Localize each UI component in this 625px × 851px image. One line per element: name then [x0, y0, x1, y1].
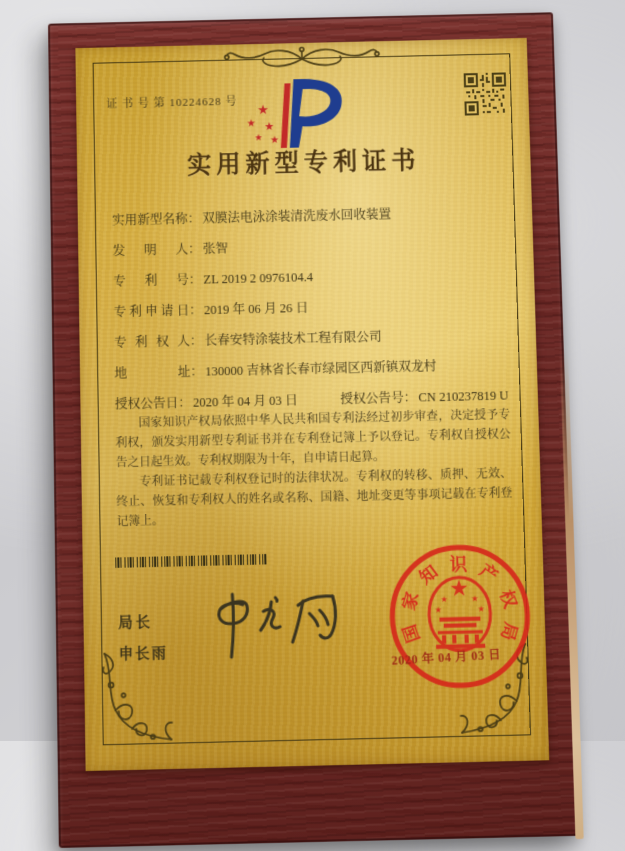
commissioner-title: 局长: [118, 615, 154, 632]
legal-text: [115, 406, 513, 533]
official-red-seal: [384, 540, 535, 694]
seal-ring-char: 家: [399, 589, 423, 613]
seal-ring-char: 产: [476, 560, 502, 587]
field-colon: ：: [187, 211, 201, 227]
logo-star: ★: [246, 118, 256, 130]
national-emblem-icon: [421, 569, 499, 656]
grant-number-label: 授权公告号: [340, 390, 404, 407]
emblem-star: ★: [440, 594, 448, 604]
certificate-title: 实用新型专利证书: [186, 147, 421, 180]
seal-ring-char: 国: [399, 621, 424, 646]
emblem-star: ★: [477, 603, 485, 614]
field-value: 张智: [202, 241, 229, 257]
field-label: 专利权人: [113, 333, 191, 351]
logo-star: ★: [256, 101, 269, 118]
field-value: 双膜法电泳涂装清洗废水回收装置: [202, 207, 392, 226]
field-value: 130000 吉林省长春市绿园区西新镇双龙村: [205, 359, 437, 379]
certificate-number: 证 书 号 第 10224628 号: [106, 95, 238, 111]
logo-star: ★: [253, 132, 263, 143]
field-colon: ：: [189, 303, 203, 318]
field-label: 发明人: [112, 242, 189, 259]
emblem-star: ★: [470, 593, 479, 604]
plaque-side-highlight: [560, 352, 584, 839]
field-value: 2019 年 06 月 26 日: [203, 300, 309, 318]
emblem-star: ★: [434, 604, 442, 615]
commissioner-name: 申长雨: [118, 646, 169, 663]
grant-number-value: CN 210237819 U: [418, 388, 509, 405]
grant-date-value: 2020 年 04 月 03 日: [192, 393, 298, 410]
legal-paragraph-2: 专利证书记载专利权登记时的法律状况。专利权的转移、质押、无效、终止、恢复和专利权人的姓名或名称、国籍、地址变更等事项记载在专利登记簿上。: [116, 467, 513, 529]
logo-star: ★: [263, 120, 274, 134]
grant-date-label: 授权公告日: [114, 395, 179, 412]
seal-ring-char: 识: [449, 554, 468, 575]
top-center-flourish-ornament: [216, 43, 387, 75]
field-label: 专利号: [112, 272, 189, 289]
legal-paragraph-1: 国家知识产权局依照中华人民共和国专利法经过初步审查，决定授予专利权，颁发实用新型专利证书并在专利登记簿上予以登记。专利权自授权公告之日起生效。专利权期限为十年，自申请日起算。: [115, 408, 511, 470]
field-colon: ：: [189, 333, 203, 349]
logo-star: ★: [269, 134, 279, 147]
gold-certificate-plate: [75, 38, 549, 771]
field-value: ZL 2019 2 0976104.4: [203, 269, 314, 287]
field-label: 实用新型名称: [111, 211, 188, 228]
field-colon: ：: [190, 364, 204, 380]
seal-ring-char: 知: [415, 561, 442, 589]
seal-ring-char: 权: [495, 587, 521, 611]
seal-ring-char: 局: [497, 619, 521, 643]
qr-code-icon: [464, 72, 507, 115]
field-colon: ：: [188, 241, 201, 257]
handwritten-signature: [204, 581, 359, 668]
field-label: 地址: [114, 364, 191, 381]
field-colon: ：: [178, 395, 192, 411]
field-colon: ：: [188, 272, 202, 288]
wooden-plaque: [48, 12, 579, 848]
field-label: 专利申请日: [113, 303, 190, 320]
seal-date: 2020 年 04 月 03 日: [391, 646, 502, 668]
field-colon: ：: [403, 390, 417, 405]
field-value: 长春安特涂装技术工程有限公司: [204, 329, 382, 348]
